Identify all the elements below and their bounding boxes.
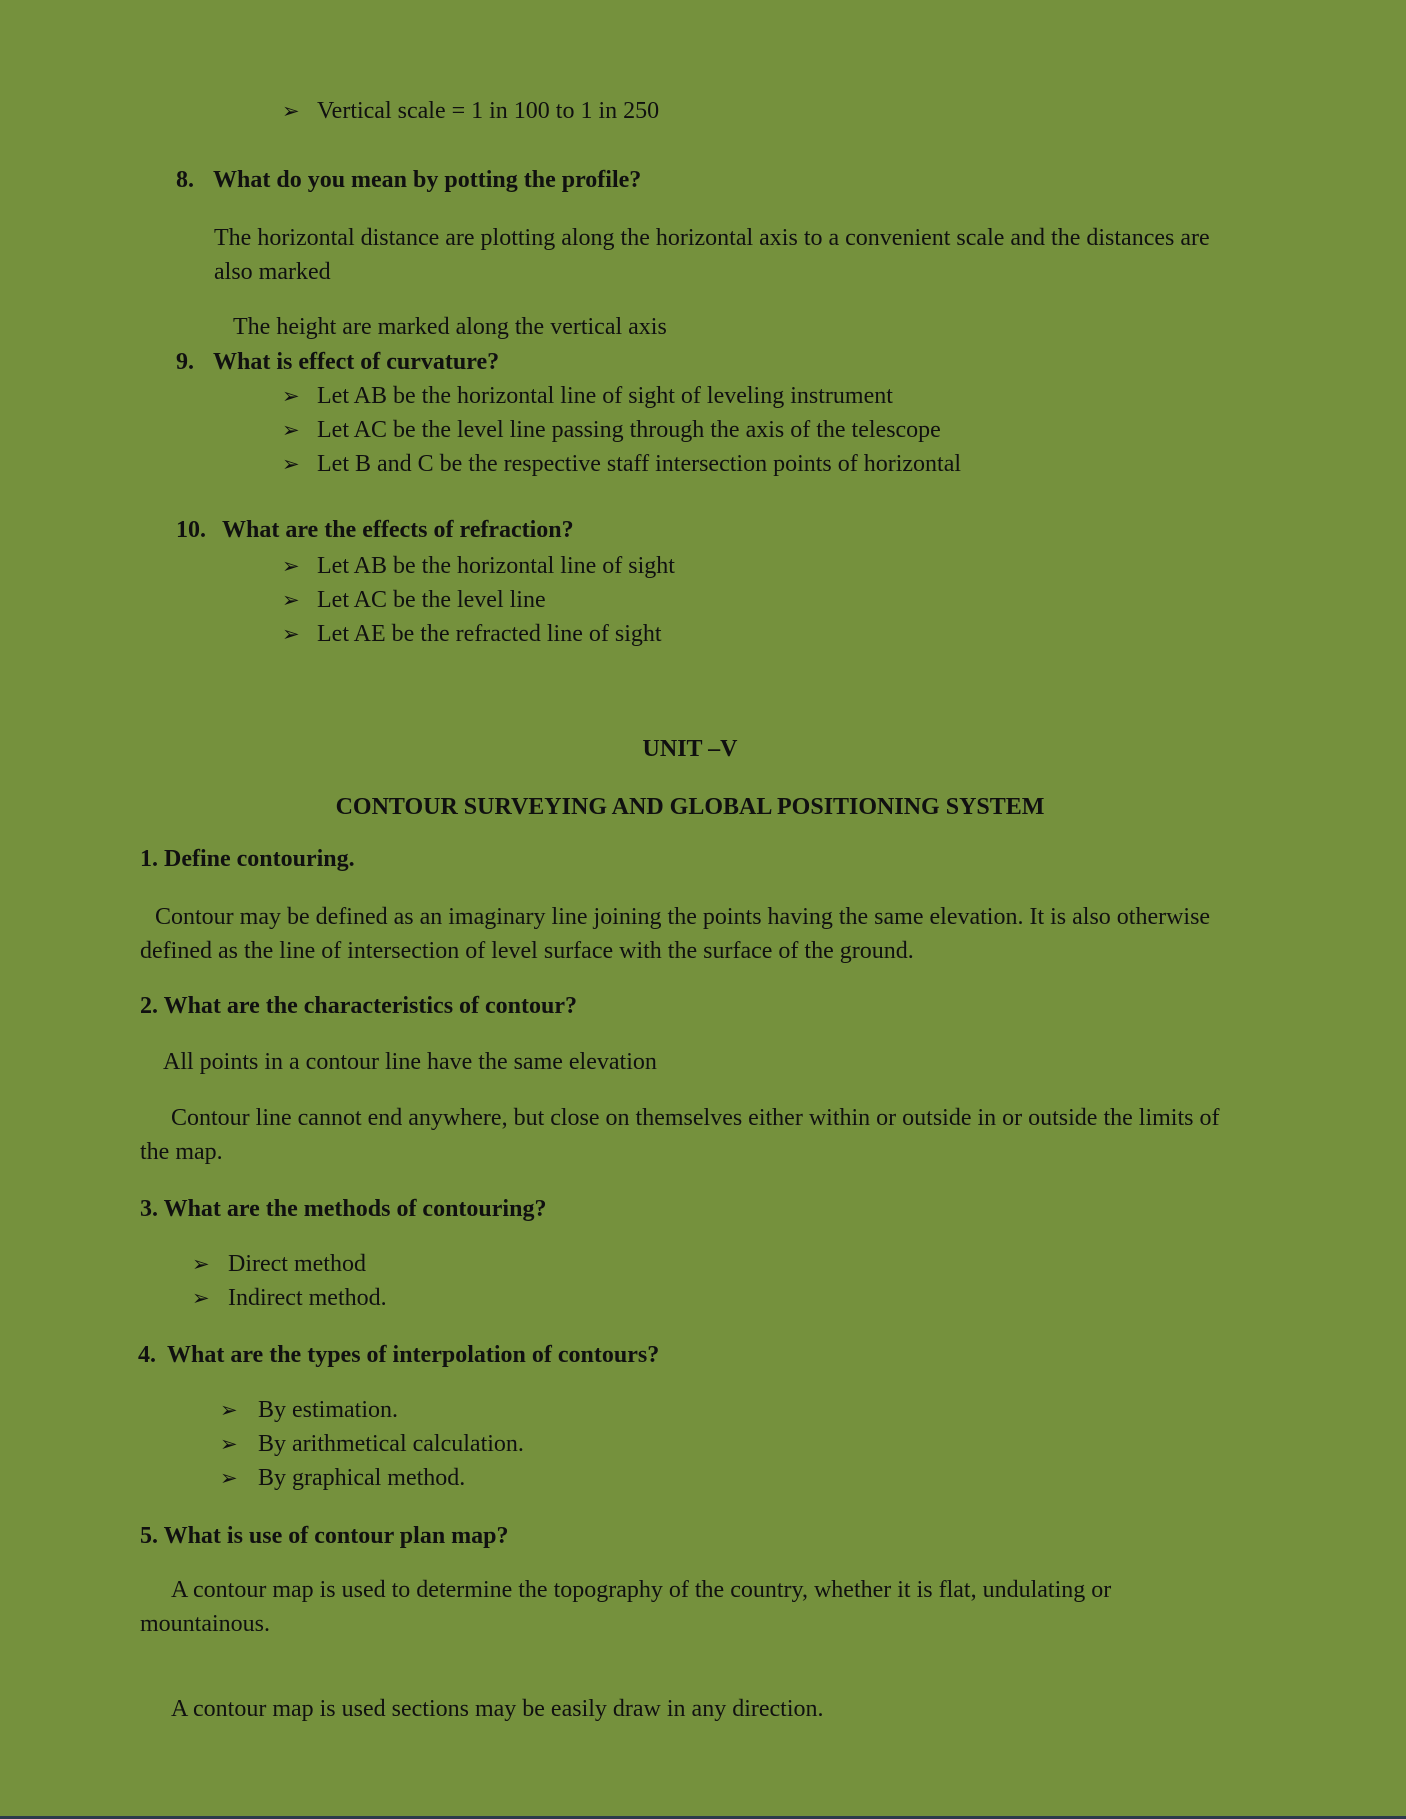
question-4-title <box>138 1338 659 1372</box>
question-title-text: What are the effects of refraction? <box>222 517 574 543</box>
arrow-bullet-icon: ➢ <box>220 1466 238 1490</box>
question-8-answer-line: The height are marked along the vertical axis <box>233 314 667 340</box>
question-3-bullet-list <box>192 1247 387 1315</box>
bullet-text: Indirect method. <box>228 1285 387 1311</box>
list-item <box>282 583 675 617</box>
arrow-bullet-icon: ➢ <box>282 588 300 612</box>
unit-heading: UNIT –V <box>642 736 738 762</box>
question-10-bullet-list <box>282 549 675 651</box>
question-5-answer-line: A contour map is used sections may be easily draw in any direction. <box>171 1696 824 1722</box>
arrow-bullet-icon: ➢ <box>282 418 300 442</box>
question-title-text: What do you mean by potting the profile? <box>213 167 642 193</box>
question-number: 10. <box>176 517 206 543</box>
arrow-bullet-icon: ➢ <box>282 384 300 408</box>
question-5-title: 5. What is use of contour plan map? <box>140 1523 509 1549</box>
question-number: 9. <box>176 349 194 375</box>
bullet-text: Let AB be the horizontal line of sight <box>317 553 675 579</box>
question-2-answer-line: All points in a contour line have the same elevation <box>163 1049 657 1075</box>
bullet-text: Let AB be the horizontal line of sight of leveling instrument <box>317 383 893 409</box>
list-item <box>282 549 675 583</box>
bullet-text: Let B and C be the respective staff intersection points of horizontal <box>317 451 962 477</box>
bullet-vertical-scale <box>282 94 659 128</box>
bullet-text: By estimation. <box>258 1397 398 1423</box>
unit-title: CONTOUR SURVEYING AND GLOBAL POSITIONING SYSTEM <box>335 794 1045 820</box>
question-1-title: 1. Define contouring. <box>140 846 355 872</box>
list-item <box>220 1393 524 1427</box>
list-item <box>282 447 961 481</box>
question-5-answer-paragraph: A contour map is used to determine the topography of the country, whether it is flat, undulating or mountainous. <box>140 1577 1112 1637</box>
list-item <box>282 617 675 651</box>
arrow-bullet-icon: ➢ <box>282 622 300 646</box>
question-2-answer-paragraph: Contour line cannot end anywhere, but close on themselves either within or outside in or outside the limits of the map. <box>140 1105 1220 1165</box>
list-item <box>192 1247 387 1281</box>
question-8-answer-paragraph: The horizontal distance are plotting along the horizontal axis to a convenient scale and the distances are also marked <box>214 225 1210 285</box>
question-9-bullet-list <box>282 379 961 481</box>
arrow-bullet-icon: ➢ <box>220 1432 238 1456</box>
list-item <box>282 413 961 447</box>
list-item <box>220 1427 524 1461</box>
bullet-text: Let AE be the refracted line of sight <box>317 621 662 647</box>
bullet-text: Let AC be the level line <box>317 587 546 613</box>
bullet-text: Let AC be the level line passing through the axis of the telescope <box>317 417 941 443</box>
question-title-text: What is effect of curvature? <box>213 349 500 375</box>
question-4-bullet-list <box>220 1393 524 1495</box>
arrow-bullet-icon: ➢ <box>220 1398 238 1422</box>
question-10-title <box>176 513 574 547</box>
arrow-bullet-icon: ➢ <box>282 452 300 476</box>
question-8-title <box>176 163 641 197</box>
question-9-title <box>176 345 499 379</box>
arrow-bullet-icon: ➢ <box>192 1286 210 1310</box>
arrow-bullet-icon: ➢ <box>282 554 300 578</box>
question-title-text: What are the types of interpolation of contours? <box>167 1342 660 1368</box>
bullet-text: Direct method <box>228 1251 366 1277</box>
bullet-text: By graphical method. <box>258 1465 466 1491</box>
bullet-text: Vertical scale = 1 in 100 to 1 in 250 <box>317 98 660 124</box>
question-number: 8. <box>176 167 194 193</box>
list-item <box>192 1281 387 1315</box>
question-3-title: 3. What are the methods of contouring? <box>140 1196 547 1222</box>
question-number: 4. <box>138 1342 156 1368</box>
question-1-answer-paragraph: Contour may be defined as an imaginary line joining the points having the same elevation. It is also otherwise defined as the line of intersection of level surface with the surface of the ground. <box>140 904 1211 964</box>
list-item <box>282 379 961 413</box>
list-item <box>220 1461 524 1495</box>
arrow-bullet-icon: ➢ <box>192 1252 210 1276</box>
bullet-text: By arithmetical calculation. <box>258 1431 524 1457</box>
arrow-bullet-icon: ➢ <box>282 99 300 123</box>
question-2-title: 2. What are the characteristics of contour? <box>140 993 578 1019</box>
